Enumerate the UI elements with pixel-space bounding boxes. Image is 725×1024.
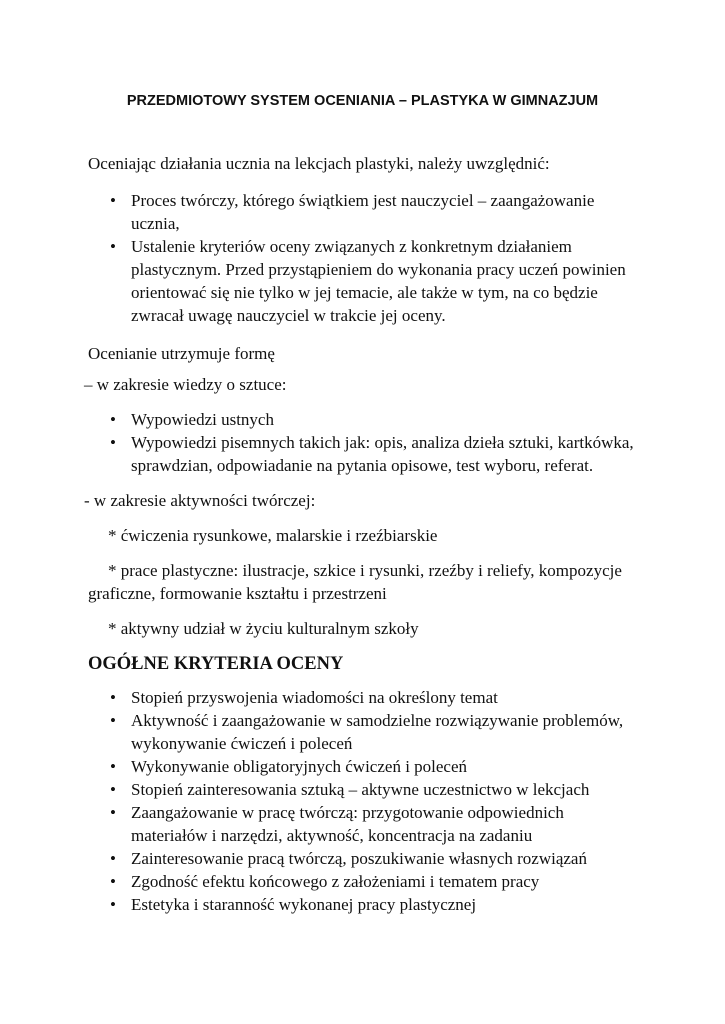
list-item-line: Estetyka i staranność wykonanej pracy plastycznej xyxy=(131,895,477,914)
bullet-icon: • xyxy=(110,803,116,822)
criteria-heading: OGÓŁNE KRYTERIA OCENY xyxy=(88,654,344,674)
list-item xyxy=(0,847,623,870)
list-item xyxy=(0,235,626,327)
list-item xyxy=(0,686,623,709)
list-item-line: Zaangażowanie w pracę twórczą: przygotowanie odpowiednich xyxy=(131,803,564,822)
list-item-line: Stopień przyswojenia wiadomości na określony temat xyxy=(131,688,498,707)
list-item-line: Zainteresowanie pracą twórczą, poszukiwanie własnych rozwiązań xyxy=(131,849,587,868)
list-item-line: orientować się nie tylko w jej temacie, ale także w tym, na co będzie xyxy=(131,283,598,302)
bullet-icon: • xyxy=(110,780,116,799)
list-item-line: Wykonywanie obligatoryjnych ćwiczeń i poleceń xyxy=(131,757,468,776)
list-item-line: plastycznym. Przed przystąpieniem do wykonania pracy uczeń powinien xyxy=(131,260,626,279)
list-item-line: zwracał uwagę nauczyciel w trakcie jej oceny. xyxy=(131,306,446,325)
activity-heading: - w zakresie aktywności twórczej: xyxy=(84,491,316,510)
criteria-bullet-list xyxy=(0,686,623,916)
list-item-line: materiałów i narzędzi, aktywność, koncentracja na zadaniu xyxy=(131,826,533,845)
bullet-icon: • xyxy=(110,410,116,429)
list-item-line: Wypowiedzi pisemnych takich jak: opis, analiza dzieła sztuki, kartkówka, xyxy=(131,433,634,452)
list-item-line: Stopień zainteresowania sztuką – aktywne uczestnictwo w lekcjach xyxy=(131,780,590,799)
list-item-line: wykonywanie ćwiczeń i poleceń xyxy=(131,734,353,753)
list-item xyxy=(0,189,626,235)
bullet-icon: • xyxy=(110,895,116,914)
bullet-icon: • xyxy=(110,237,116,256)
list-item xyxy=(0,755,623,778)
activity-item-continuation: graficzne, formowanie kształtu i przestrzeni xyxy=(88,584,387,603)
list-item-line: Zgodność efektu końcowego z założeniami i tematem pracy xyxy=(131,872,540,891)
bullet-icon: • xyxy=(110,711,116,730)
document-title: PRZEDMIOTOWY SYSTEM OCENIANIA – PLASTYKA W GIMNAZJUM xyxy=(126,93,599,109)
intro-bullet-list xyxy=(0,189,626,327)
activity-item: * aktywny udział w życiu kulturalnym szkoły xyxy=(108,619,419,638)
bullet-icon: • xyxy=(110,849,116,868)
knowledge-heading: – w zakresie wiedzy o sztuce: xyxy=(84,375,287,394)
activity-item: * ćwiczenia rysunkowe, malarskie i rzeźbiarskie xyxy=(108,526,438,545)
list-item xyxy=(0,801,623,847)
list-item-line: Wypowiedzi ustnych xyxy=(131,410,274,429)
list-item xyxy=(0,408,634,431)
list-item-line: sprawdzian, odpowiadanie na pytania opisowe, test wyboru, referat. xyxy=(131,456,594,475)
list-item-line: ucznia, xyxy=(131,214,180,233)
list-item xyxy=(0,778,623,801)
bullet-icon: • xyxy=(110,757,116,776)
list-item xyxy=(0,893,623,916)
form-intro: Ocenianie utrzymuje formę xyxy=(88,344,275,363)
activity-item: * prace plastyczne: ilustracje, szkice i rysunki, rzeźby i reliefy, kompozycje xyxy=(108,561,622,580)
list-item xyxy=(0,870,623,893)
bullet-icon: • xyxy=(110,191,116,210)
intro-paragraph: Oceniając działania ucznia na lekcjach plastyki, należy uwzględnić: xyxy=(88,154,550,173)
knowledge-bullet-list xyxy=(0,408,634,477)
bullet-icon: • xyxy=(110,872,116,891)
bullet-icon: • xyxy=(110,688,116,707)
list-item xyxy=(0,431,634,477)
bullet-icon: • xyxy=(110,433,116,452)
list-item xyxy=(0,709,623,755)
list-item-line: Ustalenie kryteriów oceny związanych z konkretnym działaniem xyxy=(131,237,572,256)
list-item-line: Proces twórczy, którego świątkiem jest nauczyciel – zaangażowanie xyxy=(131,191,595,210)
list-item-line: Aktywność i zaangażowanie w samodzielne rozwiązywanie problemów, xyxy=(131,711,624,730)
